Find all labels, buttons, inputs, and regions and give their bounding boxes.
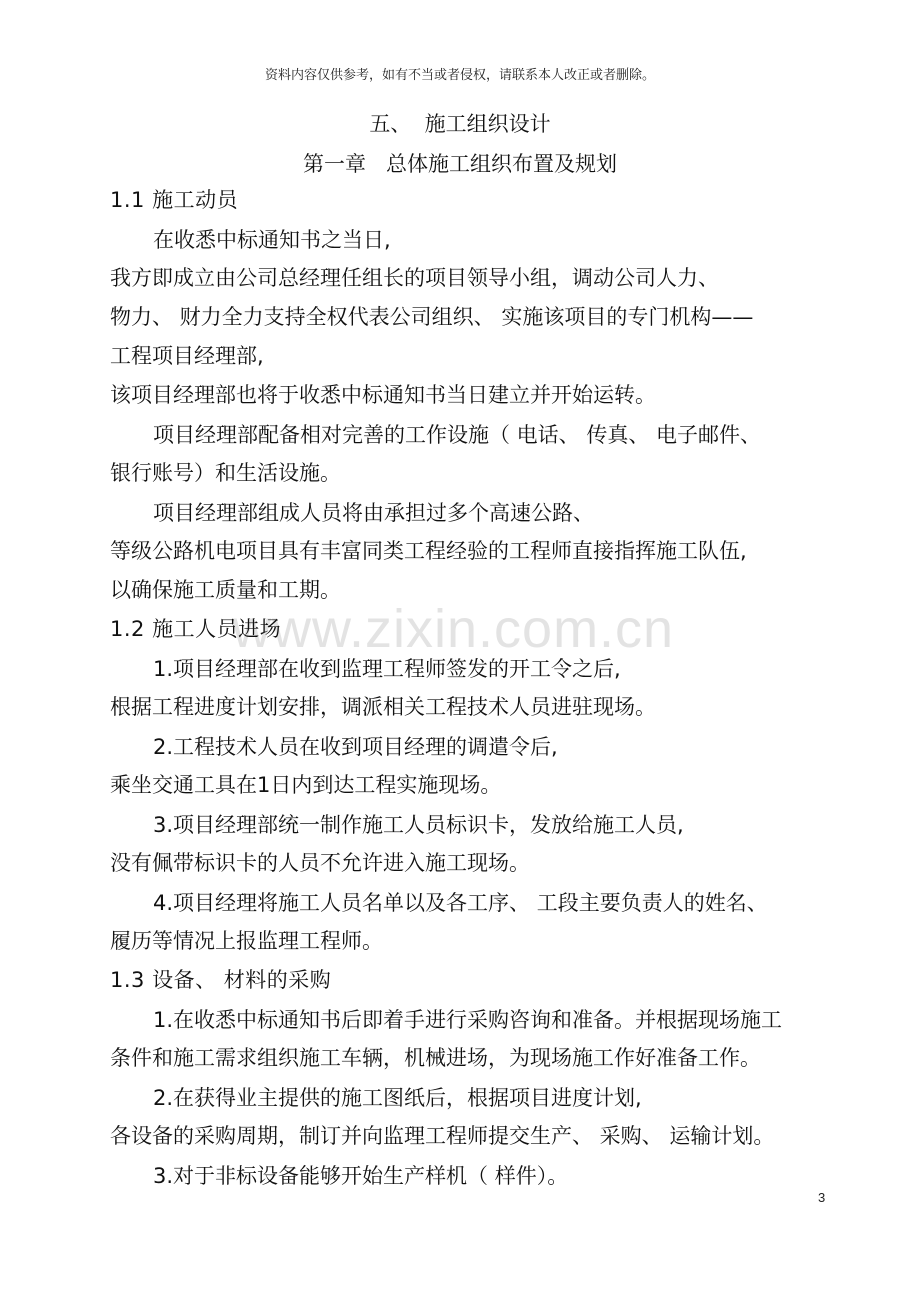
list-item: 4.项目经理将施工人员名单以及各工序、 工段主要负责人的姓名、 xyxy=(153,891,768,915)
paragraph-line: 工程项目经理部, xyxy=(110,344,264,368)
list-item: 3.对于非标设备能够开始生产样机（ 样件）。 xyxy=(153,1164,569,1188)
paragraph-line: 乘坐交通工具在1日内到达工程实施现场。 xyxy=(110,773,502,797)
paragraph-line: 根据工程进度计划安排，调派相关工程技术人员进驻现场。 xyxy=(110,695,656,719)
paragraph-line: 等级公路机电项目具有丰富同类工程经验的工程师直接指挥施工队伍, xyxy=(110,539,747,563)
list-item: 2.工程技术人员在收到项目经理的调遣令后, xyxy=(153,735,558,759)
paragraph-line: 没有佩带标识卡的人员不允许进入施工现场。 xyxy=(110,851,530,875)
paragraph-line: 物力、 财力全力支持全权代表公司组织、 实施该项目的专门机构—— xyxy=(110,305,754,329)
paragraph-line: 以确保施工质量和工期。 xyxy=(110,578,341,602)
page-number: 3 xyxy=(818,1190,826,1205)
paragraph-line: 该项目经理部也将于收悉中标通知书当日建立并开始运转。 xyxy=(110,383,656,407)
chapter-title: 第一章 总体施工组织布置及规划 xyxy=(302,152,618,176)
header-disclaimer: 资料内容仅供参考，如有不当或者侵权，请联系本人改正或者删除。 xyxy=(264,68,655,83)
paragraph-line: 条件和施工需求组织施工车辆，机械进场，为现场施工作好准备工作。 xyxy=(110,1046,761,1070)
paragraph-line: 各设备的采购周期，制订并向监理工程师提交生产、 采购、 运输计划。 xyxy=(110,1124,775,1148)
watermark: www.zixin.com.cn xyxy=(232,599,675,659)
list-item: 1.在收悉中标通知书后即着手进行采购咨询和准备。并根据现场施工 xyxy=(153,1008,783,1032)
section-heading-1-3: 1.3 设备、 材料的采购 xyxy=(110,968,332,992)
section-heading-1-2: 1.2 施工人员进场 xyxy=(110,617,282,641)
paragraph-line: 我方即成立由公司总经理任组长的项目领导小组，调动公司人力、 xyxy=(110,266,719,290)
paragraph-line: 银行账号）和生活设施。 xyxy=(110,461,341,485)
section-heading-1-1: 1.1 施工动员 xyxy=(110,188,239,212)
section-title: 五、 施工组织设计 xyxy=(369,112,551,136)
paragraph-line: 在收悉中标通知书之当日, xyxy=(153,228,391,252)
paragraph-line: 履历等情况上报监理工程师。 xyxy=(110,929,383,953)
list-item: 3.项目经理部统一制作施工人员标识卡，发放给施工人员, xyxy=(153,813,684,837)
paragraph-line: 项目经理部组成人员将由承担过多个高速公路、 xyxy=(153,501,594,525)
list-item: 1.项目经理部在收到监理工程师签发的开工令之后, xyxy=(153,657,621,681)
paragraph-line: 项目经理部配备相对完善的工作设施（ 电话、 传真、 电子邮件、 xyxy=(153,423,762,447)
list-item: 2.在获得业主提供的施工图纸后，根据项目进度计划, xyxy=(153,1086,642,1110)
